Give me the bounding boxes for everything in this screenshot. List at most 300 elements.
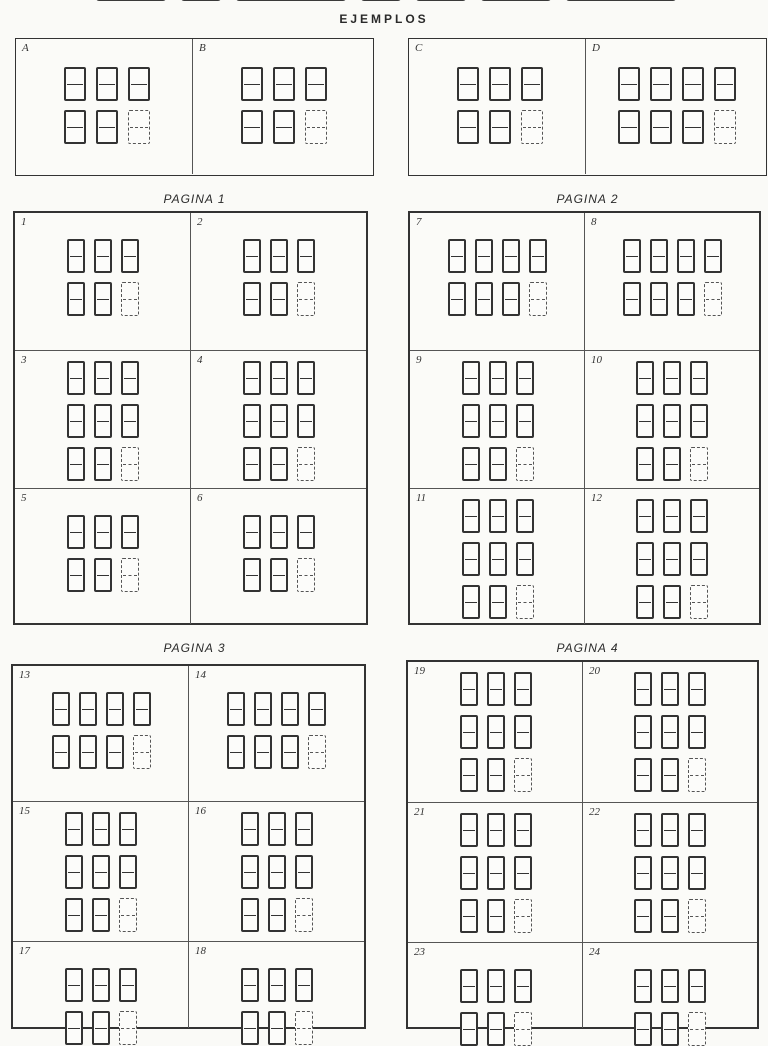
domino-tile bbox=[121, 361, 139, 395]
missing-domino-placeholder[interactable] bbox=[688, 899, 706, 933]
domino-row bbox=[241, 968, 313, 1002]
domino-tile bbox=[661, 1012, 679, 1046]
domino-row bbox=[241, 110, 327, 144]
page-2-group bbox=[408, 211, 761, 625]
domino-row bbox=[618, 110, 736, 144]
missing-domino-placeholder[interactable] bbox=[514, 758, 532, 792]
missing-domino-placeholder[interactable] bbox=[714, 110, 736, 144]
examples-group-right bbox=[408, 38, 767, 176]
domino-tile bbox=[636, 404, 654, 438]
domino-row bbox=[634, 813, 706, 847]
domino-tile bbox=[487, 1012, 505, 1046]
domino-tile bbox=[308, 692, 326, 726]
domino-tile bbox=[94, 558, 112, 592]
domino-row bbox=[65, 812, 137, 846]
domino-tile bbox=[241, 898, 259, 932]
domino-tile bbox=[268, 812, 286, 846]
item-label: 8 bbox=[591, 216, 597, 228]
domino-row bbox=[618, 67, 736, 101]
domino-tile bbox=[634, 672, 652, 706]
domino-row bbox=[634, 899, 706, 933]
domino-tile bbox=[634, 715, 652, 749]
item-label: A bbox=[22, 42, 29, 54]
domino-tile bbox=[650, 67, 672, 101]
domino-tile bbox=[462, 542, 480, 576]
domino-row bbox=[460, 672, 532, 706]
page-1-title: PAGINA 1 bbox=[163, 192, 226, 206]
missing-domino-placeholder[interactable] bbox=[121, 558, 139, 592]
domino-tile bbox=[295, 968, 313, 1002]
puzzle-cell-21 bbox=[408, 803, 583, 943]
domino-tile bbox=[227, 692, 245, 726]
domino-tile bbox=[457, 67, 479, 101]
domino-figure bbox=[634, 813, 706, 933]
domino-tile bbox=[487, 715, 505, 749]
domino-tile bbox=[514, 969, 532, 1003]
domino-tile bbox=[133, 692, 151, 726]
puzzle-cell-18 bbox=[189, 942, 364, 1028]
domino-row bbox=[636, 447, 708, 481]
domino-tile bbox=[489, 499, 507, 533]
item-label: 20 bbox=[589, 665, 600, 677]
domino-tile bbox=[661, 672, 679, 706]
domino-tile bbox=[475, 239, 493, 273]
domino-row bbox=[634, 715, 706, 749]
domino-tile bbox=[297, 361, 315, 395]
domino-row bbox=[52, 692, 151, 726]
domino-tile bbox=[514, 856, 532, 890]
missing-domino-placeholder[interactable] bbox=[514, 899, 532, 933]
domino-tile bbox=[636, 499, 654, 533]
domino-tile bbox=[64, 67, 86, 101]
domino-tile bbox=[94, 515, 112, 549]
domino-tile bbox=[67, 515, 85, 549]
domino-tile bbox=[529, 239, 547, 273]
domino-row bbox=[241, 898, 313, 932]
domino-row bbox=[460, 856, 532, 890]
item-label: 10 bbox=[591, 354, 602, 366]
domino-row bbox=[52, 735, 151, 769]
domino-tile bbox=[514, 672, 532, 706]
domino-row bbox=[460, 1012, 532, 1046]
domino-tile bbox=[690, 499, 708, 533]
domino-row bbox=[65, 855, 137, 889]
domino-tile bbox=[119, 812, 137, 846]
domino-tile bbox=[52, 735, 70, 769]
missing-domino-placeholder[interactable] bbox=[295, 1011, 313, 1045]
missing-domino-placeholder[interactable] bbox=[688, 1012, 706, 1046]
domino-row bbox=[65, 968, 137, 1002]
domino-tile bbox=[106, 692, 124, 726]
domino-tile bbox=[297, 239, 315, 273]
puzzle-cell-8 bbox=[585, 213, 759, 351]
domino-tile bbox=[688, 715, 706, 749]
domino-tile bbox=[270, 515, 288, 549]
domino-tile bbox=[460, 758, 478, 792]
domino-row bbox=[67, 282, 139, 316]
domino-row bbox=[243, 515, 315, 549]
missing-domino-placeholder[interactable] bbox=[128, 110, 150, 144]
puzzle-cell-3 bbox=[15, 351, 191, 489]
domino-tile bbox=[270, 558, 288, 592]
missing-domino-placeholder[interactable] bbox=[121, 282, 139, 316]
domino-tile bbox=[67, 447, 85, 481]
domino-tile bbox=[462, 404, 480, 438]
domino-tile bbox=[661, 856, 679, 890]
domino-tile bbox=[636, 542, 654, 576]
domino-tile bbox=[634, 758, 652, 792]
domino-tile bbox=[661, 813, 679, 847]
domino-tile bbox=[270, 239, 288, 273]
domino-tile bbox=[243, 558, 261, 592]
domino-row bbox=[462, 447, 534, 481]
domino-figure bbox=[241, 67, 327, 144]
domino-tile bbox=[623, 282, 641, 316]
domino-tile bbox=[94, 447, 112, 481]
domino-figure bbox=[460, 969, 532, 1046]
domino-tile bbox=[460, 672, 478, 706]
domino-tile bbox=[690, 542, 708, 576]
missing-domino-placeholder[interactable] bbox=[690, 447, 708, 481]
domino-tile bbox=[460, 899, 478, 933]
domino-row bbox=[636, 585, 708, 619]
page-4-group bbox=[406, 660, 759, 1029]
domino-tile bbox=[67, 282, 85, 316]
missing-domino-placeholder[interactable] bbox=[516, 585, 534, 619]
domino-tile bbox=[273, 67, 295, 101]
domino-tile bbox=[281, 692, 299, 726]
domino-row bbox=[634, 856, 706, 890]
domino-row bbox=[460, 715, 532, 749]
domino-tile bbox=[65, 812, 83, 846]
page-1-group bbox=[13, 211, 368, 625]
domino-tile bbox=[462, 447, 480, 481]
domino-row bbox=[67, 361, 139, 395]
puzzle-cell-20 bbox=[583, 662, 757, 803]
domino-tile bbox=[677, 239, 695, 273]
missing-domino-placeholder[interactable] bbox=[297, 447, 315, 481]
domino-tile bbox=[704, 239, 722, 273]
missing-domino-placeholder[interactable] bbox=[516, 447, 534, 481]
domino-tile bbox=[52, 692, 70, 726]
domino-tile bbox=[64, 110, 86, 144]
missing-domino-placeholder[interactable] bbox=[119, 1011, 137, 1045]
domino-tile bbox=[92, 855, 110, 889]
domino-tile bbox=[119, 968, 137, 1002]
domino-tile bbox=[254, 735, 272, 769]
domino-tile bbox=[106, 735, 124, 769]
domino-row bbox=[623, 239, 722, 273]
domino-row bbox=[462, 542, 534, 576]
missing-domino-placeholder[interactable] bbox=[514, 1012, 532, 1046]
item-label: 17 bbox=[19, 945, 30, 957]
domino-tile bbox=[65, 898, 83, 932]
domino-figure bbox=[65, 812, 137, 932]
domino-figure bbox=[67, 361, 139, 481]
domino-row bbox=[634, 969, 706, 1003]
domino-tile bbox=[92, 898, 110, 932]
missing-domino-placeholder[interactable] bbox=[308, 735, 326, 769]
domino-tile bbox=[121, 239, 139, 273]
domino-row bbox=[462, 585, 534, 619]
domino-tile bbox=[128, 67, 150, 101]
examples-group-left bbox=[15, 38, 374, 176]
domino-row bbox=[241, 67, 327, 101]
domino-tile bbox=[121, 515, 139, 549]
domino-tile bbox=[521, 67, 543, 101]
domino-tile bbox=[243, 282, 261, 316]
domino-tile bbox=[634, 813, 652, 847]
domino-tile bbox=[92, 1011, 110, 1045]
domino-tile bbox=[96, 67, 118, 101]
domino-tile bbox=[305, 67, 327, 101]
domino-tile bbox=[487, 856, 505, 890]
domino-tile bbox=[241, 67, 263, 101]
domino-row bbox=[67, 404, 139, 438]
missing-domino-placeholder[interactable] bbox=[521, 110, 543, 144]
item-label: 15 bbox=[19, 805, 30, 817]
puzzle-cell-5 bbox=[15, 489, 191, 624]
item-label: 2 bbox=[197, 216, 203, 228]
domino-tile bbox=[634, 1012, 652, 1046]
domino-row bbox=[623, 282, 722, 316]
domino-tile bbox=[502, 239, 520, 273]
domino-tile bbox=[514, 715, 532, 749]
domino-tile bbox=[67, 361, 85, 395]
domino-row bbox=[462, 404, 534, 438]
page-heading: EJEMPLOS bbox=[339, 12, 429, 26]
domino-tile bbox=[489, 447, 507, 481]
puzzle-cell-22 bbox=[583, 803, 757, 943]
domino-tile bbox=[241, 855, 259, 889]
domino-tile bbox=[489, 404, 507, 438]
domino-tile bbox=[121, 404, 139, 438]
domino-tile bbox=[254, 692, 272, 726]
domino-tile bbox=[270, 447, 288, 481]
puzzle-cell-19 bbox=[408, 662, 583, 803]
domino-tile bbox=[618, 67, 640, 101]
domino-tile bbox=[94, 404, 112, 438]
domino-tile bbox=[462, 585, 480, 619]
item-label: 16 bbox=[195, 805, 206, 817]
domino-tile bbox=[663, 447, 681, 481]
domino-figure bbox=[460, 672, 532, 792]
puzzle-cell-17 bbox=[13, 942, 189, 1028]
domino-tile bbox=[243, 515, 261, 549]
missing-domino-placeholder[interactable] bbox=[305, 110, 327, 144]
domino-tile bbox=[270, 361, 288, 395]
missing-domino-placeholder[interactable] bbox=[688, 758, 706, 792]
domino-figure bbox=[457, 67, 543, 144]
puzzle-cell-16 bbox=[189, 802, 364, 942]
domino-row bbox=[460, 813, 532, 847]
domino-figure bbox=[241, 968, 313, 1045]
page-3-group bbox=[11, 664, 366, 1029]
domino-tile bbox=[634, 899, 652, 933]
domino-row bbox=[460, 969, 532, 1003]
domino-row bbox=[64, 110, 150, 144]
puzzle-cell-2 bbox=[191, 213, 366, 351]
missing-domino-placeholder[interactable] bbox=[121, 447, 139, 481]
domino-tile bbox=[661, 969, 679, 1003]
item-label: 7 bbox=[416, 216, 422, 228]
domino-tile bbox=[460, 856, 478, 890]
missing-domino-placeholder[interactable] bbox=[295, 898, 313, 932]
domino-tile bbox=[489, 361, 507, 395]
missing-domino-placeholder[interactable] bbox=[704, 282, 722, 316]
domino-row bbox=[636, 361, 708, 395]
domino-tile bbox=[618, 110, 640, 144]
item-label: D bbox=[592, 42, 600, 54]
domino-tile bbox=[94, 239, 112, 273]
domino-tile bbox=[634, 969, 652, 1003]
domino-tile bbox=[489, 110, 511, 144]
domino-tile bbox=[663, 499, 681, 533]
domino-tile bbox=[448, 239, 466, 273]
domino-figure bbox=[52, 692, 151, 769]
domino-row bbox=[634, 758, 706, 792]
domino-tile bbox=[79, 735, 97, 769]
domino-figure bbox=[634, 969, 706, 1046]
domino-tile bbox=[663, 585, 681, 619]
item-label: 11 bbox=[416, 492, 427, 504]
domino-figure bbox=[634, 672, 706, 792]
item-label: 24 bbox=[589, 946, 600, 958]
domino-tile bbox=[636, 447, 654, 481]
missing-domino-placeholder[interactable] bbox=[133, 735, 151, 769]
domino-row bbox=[460, 899, 532, 933]
domino-tile bbox=[690, 361, 708, 395]
item-label: 4 bbox=[197, 354, 203, 366]
domino-tile bbox=[688, 969, 706, 1003]
item-label: 5 bbox=[21, 492, 27, 504]
cropped-header-text bbox=[96, 0, 676, 6]
domino-row bbox=[243, 558, 315, 592]
missing-domino-placeholder[interactable] bbox=[297, 282, 315, 316]
domino-tile bbox=[650, 239, 668, 273]
domino-tile bbox=[663, 404, 681, 438]
domino-figure bbox=[448, 239, 547, 316]
domino-tile bbox=[714, 67, 736, 101]
puzzle-cell-11 bbox=[410, 489, 585, 624]
domino-tile bbox=[65, 1011, 83, 1045]
domino-tile bbox=[516, 361, 534, 395]
domino-figure bbox=[67, 515, 139, 592]
missing-domino-placeholder[interactable] bbox=[529, 282, 547, 316]
domino-tile bbox=[281, 735, 299, 769]
domino-figure bbox=[243, 239, 315, 316]
page-3-title: PAGINA 3 bbox=[163, 641, 226, 655]
domino-tile bbox=[688, 672, 706, 706]
puzzle-cell-24 bbox=[583, 943, 757, 1028]
example-cell-c bbox=[409, 39, 586, 174]
domino-tile bbox=[688, 813, 706, 847]
missing-domino-placeholder[interactable] bbox=[690, 585, 708, 619]
domino-figure bbox=[65, 968, 137, 1045]
domino-row bbox=[241, 855, 313, 889]
domino-tile bbox=[487, 899, 505, 933]
item-label: 6 bbox=[197, 492, 203, 504]
item-label: 21 bbox=[414, 806, 425, 818]
domino-tile bbox=[634, 856, 652, 890]
domino-row bbox=[462, 361, 534, 395]
domino-tile bbox=[682, 110, 704, 144]
domino-row bbox=[634, 672, 706, 706]
page-4-title: PAGINA 4 bbox=[556, 641, 619, 655]
domino-tile bbox=[489, 585, 507, 619]
domino-tile bbox=[487, 672, 505, 706]
domino-figure bbox=[636, 499, 708, 619]
domino-row bbox=[67, 239, 139, 273]
domino-tile bbox=[457, 110, 479, 144]
domino-row bbox=[462, 499, 534, 533]
domino-row bbox=[243, 282, 315, 316]
example-cell-d bbox=[586, 39, 765, 174]
domino-tile bbox=[661, 715, 679, 749]
domino-tile bbox=[92, 812, 110, 846]
item-label: C bbox=[415, 42, 423, 54]
domino-row bbox=[636, 499, 708, 533]
domino-tile bbox=[690, 404, 708, 438]
item-label: 1 bbox=[21, 216, 27, 228]
domino-row bbox=[243, 404, 315, 438]
domino-row bbox=[460, 758, 532, 792]
domino-tile bbox=[460, 969, 478, 1003]
domino-tile bbox=[448, 282, 466, 316]
puzzle-cell-15 bbox=[13, 802, 189, 942]
puzzle-cell-9 bbox=[410, 351, 585, 489]
missing-domino-placeholder[interactable] bbox=[119, 898, 137, 932]
domino-tile bbox=[462, 361, 480, 395]
domino-tile bbox=[677, 282, 695, 316]
domino-tile bbox=[460, 715, 478, 749]
domino-tile bbox=[241, 812, 259, 846]
domino-figure bbox=[67, 239, 139, 316]
item-label: 13 bbox=[19, 669, 30, 681]
domino-tile bbox=[514, 813, 532, 847]
domino-row bbox=[65, 1011, 137, 1045]
domino-tile bbox=[268, 968, 286, 1002]
domino-figure bbox=[623, 239, 722, 316]
domino-figure bbox=[460, 813, 532, 933]
domino-tile bbox=[650, 110, 672, 144]
domino-tile bbox=[270, 404, 288, 438]
domino-tile bbox=[227, 735, 245, 769]
domino-tile bbox=[502, 282, 520, 316]
domino-tile bbox=[487, 758, 505, 792]
domino-tile bbox=[92, 968, 110, 1002]
domino-row bbox=[241, 1011, 313, 1045]
domino-tile bbox=[487, 969, 505, 1003]
page-2-title: PAGINA 2 bbox=[556, 192, 619, 206]
domino-tile bbox=[243, 404, 261, 438]
domino-tile bbox=[241, 968, 259, 1002]
domino-row bbox=[636, 404, 708, 438]
missing-domino-placeholder[interactable] bbox=[297, 558, 315, 592]
domino-tile bbox=[295, 855, 313, 889]
domino-tile bbox=[67, 404, 85, 438]
domino-row bbox=[243, 447, 315, 481]
item-label: 3 bbox=[21, 354, 27, 366]
domino-tile bbox=[516, 499, 534, 533]
domino-tile bbox=[460, 813, 478, 847]
domino-tile bbox=[636, 361, 654, 395]
domino-row bbox=[457, 67, 543, 101]
domino-tile bbox=[489, 67, 511, 101]
domino-row bbox=[448, 239, 547, 273]
domino-tile bbox=[67, 239, 85, 273]
domino-figure bbox=[462, 361, 534, 481]
